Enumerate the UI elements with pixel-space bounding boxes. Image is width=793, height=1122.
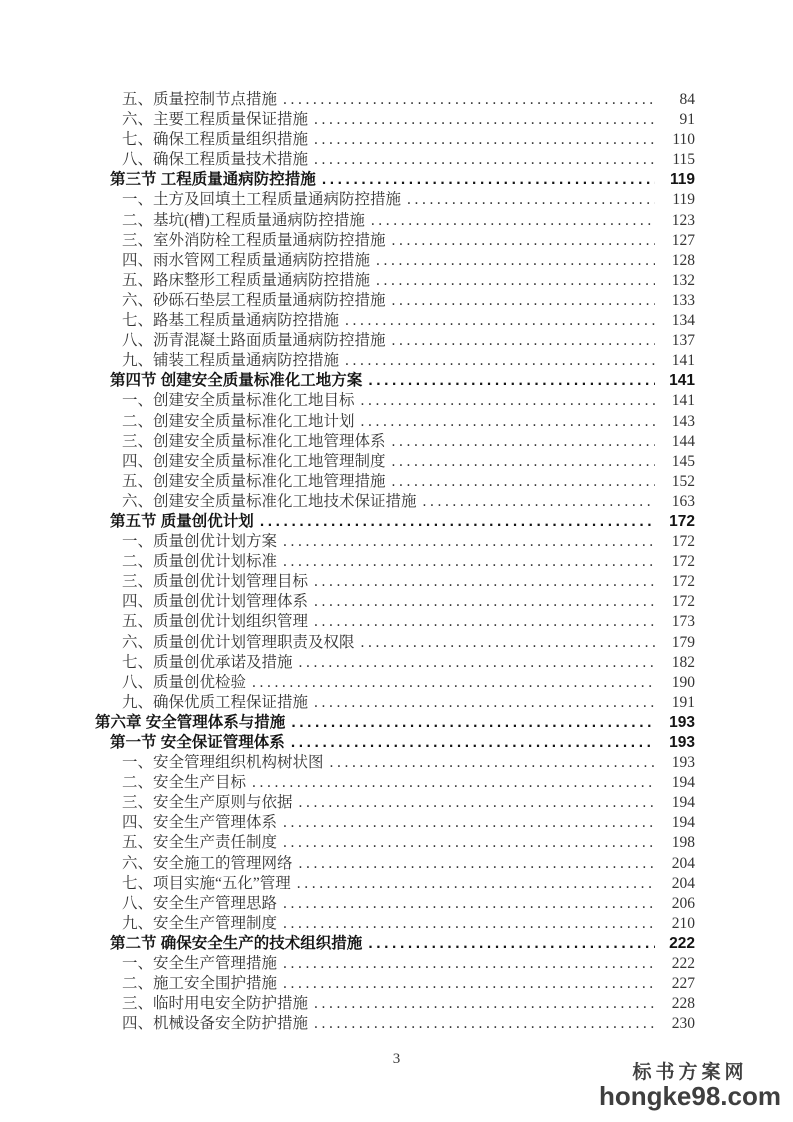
toc-entry-title: 一、安全管理组织机构树状图 xyxy=(122,754,324,772)
toc-entry-title: 三、安全生产原则与依据 xyxy=(122,794,293,812)
toc-entry xyxy=(0,271,695,291)
toc-entry-title: 四、安全生产管理体系 xyxy=(122,814,278,832)
dot-leader xyxy=(283,974,655,994)
toc-entry-page: 193 xyxy=(669,713,695,731)
toc-entry-page: 227 xyxy=(671,975,695,993)
toc-entry-title: 七、路基工程质量通病防控措施 xyxy=(122,312,340,330)
dot-leader xyxy=(314,110,655,130)
toc-entry-page: 191 xyxy=(671,693,695,711)
toc-entry-page: 228 xyxy=(671,995,695,1013)
toc-entry-page: 179 xyxy=(671,633,695,651)
toc-entry xyxy=(0,693,695,713)
dot-leader xyxy=(260,512,655,532)
dot-leader xyxy=(368,934,655,954)
dot-leader xyxy=(361,633,655,653)
dot-leader xyxy=(299,854,655,874)
dot-leader xyxy=(407,190,655,210)
dot-leader xyxy=(314,150,655,170)
dot-leader xyxy=(299,653,655,673)
toc-entry xyxy=(0,311,695,331)
toc-entry-page: 204 xyxy=(671,854,695,872)
toc-entry-title: 七、确保工程质量组织措施 xyxy=(122,131,309,149)
toc-entry-title: 四、机械设备安全防护措施 xyxy=(122,1015,309,1033)
dot-leader xyxy=(314,592,655,612)
dot-leader xyxy=(283,532,655,552)
toc-entry xyxy=(0,572,695,592)
toc-entry-page: 204 xyxy=(671,874,695,892)
toc-entry-title: 二、安全生产目标 xyxy=(122,774,247,792)
toc-entry xyxy=(0,673,695,693)
toc-entry xyxy=(0,150,695,170)
toc-entry-title: 二、基坑(槽)工程质量通病防控措施 xyxy=(122,211,365,229)
toc-entry-page: 119 xyxy=(672,191,695,209)
toc-entry-title: 一、创建安全质量标准化工地目标 xyxy=(122,392,355,410)
dot-leader xyxy=(322,170,655,190)
toc-entry xyxy=(0,833,695,853)
toc-entry-page: 172 xyxy=(671,593,695,611)
toc-entry-page: 222 xyxy=(671,955,695,973)
dot-leader xyxy=(345,311,655,331)
toc-entry-title: 五、安全生产责任制度 xyxy=(122,834,278,852)
dot-leader xyxy=(392,432,655,452)
dot-leader xyxy=(361,412,655,432)
dot-leader xyxy=(392,472,655,492)
dot-leader xyxy=(283,894,655,914)
toc-entry-title: 二、施工安全围护措施 xyxy=(122,975,278,993)
toc-entry-page: 198 xyxy=(671,834,695,852)
dot-leader xyxy=(314,572,655,592)
dot-leader xyxy=(299,793,655,813)
toc-entry xyxy=(0,954,695,974)
toc-entry-title: 五、质量创优计划组织管理 xyxy=(122,613,309,631)
toc-entry xyxy=(0,1014,695,1034)
toc-entry xyxy=(0,552,695,572)
toc-entry xyxy=(0,512,695,532)
dot-leader xyxy=(291,733,655,753)
toc-entry xyxy=(0,813,695,833)
dot-leader xyxy=(423,492,655,512)
dot-leader xyxy=(283,954,655,974)
dot-leader xyxy=(392,291,655,311)
toc-entry-title: 四、创建安全质量标准化工地管理制度 xyxy=(122,452,386,470)
toc-entry xyxy=(0,371,695,391)
toc-entry-title: 三、室外消防栓工程质量通病防控措施 xyxy=(122,231,386,249)
toc-entry-page: 133 xyxy=(671,291,695,309)
toc-entry-title: 六、质量创优计划管理职责及权限 xyxy=(122,633,355,651)
toc-entry-title: 第三节 工程质量通病防控措施 xyxy=(110,171,316,189)
toc-entry-page: 132 xyxy=(671,271,695,289)
dot-leader xyxy=(283,90,655,110)
toc-entry-page: 206 xyxy=(671,894,695,912)
toc-entry xyxy=(0,994,695,1014)
toc-entry xyxy=(0,532,695,552)
toc-entry-title: 第二节 确保安全生产的技术组织措施 xyxy=(110,934,363,952)
toc-entry-title: 第六章 安全管理体系与措施 xyxy=(95,713,286,731)
toc-entry-page: 210 xyxy=(671,914,695,932)
toc-entry-page: 152 xyxy=(671,472,695,490)
dot-leader xyxy=(314,994,655,1014)
toc-entry xyxy=(0,170,695,190)
watermark-site-name: 标书方案网 xyxy=(632,1062,748,1083)
toc-entry xyxy=(0,773,695,793)
toc-entry xyxy=(0,130,695,150)
dot-leader xyxy=(376,271,655,291)
dot-leader xyxy=(297,874,655,894)
toc-entry-title: 九、安全生产管理制度 xyxy=(122,914,278,932)
toc-entry-page: 91 xyxy=(679,111,695,129)
watermark-site-url: hongke98.com xyxy=(598,1081,781,1111)
dot-leader xyxy=(392,452,655,472)
dot-leader xyxy=(283,914,655,934)
toc-entry-title: 第四节 创建安全质量标准化工地方案 xyxy=(110,372,363,390)
toc-entry xyxy=(0,412,695,432)
dot-leader xyxy=(330,753,655,773)
toc-entry-page: 141 xyxy=(671,352,695,370)
toc-entry-title: 一、土方及回填土工程质量通病防控措施 xyxy=(122,191,402,209)
toc-entry-page: 194 xyxy=(671,774,695,792)
toc-entry-page: 172 xyxy=(671,553,695,571)
toc-entry xyxy=(0,633,695,653)
toc-entry xyxy=(0,291,695,311)
toc-entry-page: 194 xyxy=(671,794,695,812)
toc-entry xyxy=(0,432,695,452)
toc-entry-title: 五、路床整形工程质量通病防控措施 xyxy=(122,271,371,289)
toc-entry-title: 二、质量创优计划标准 xyxy=(122,553,278,571)
toc-entry-title: 三、创建安全质量标准化工地管理体系 xyxy=(122,432,386,450)
toc-entry-title: 七、质量创优承诺及措施 xyxy=(122,653,293,671)
dot-leader xyxy=(392,331,655,351)
toc-entry-page: 163 xyxy=(671,492,695,510)
watermark xyxy=(599,1062,781,1109)
toc-entry xyxy=(0,612,695,632)
toc-entry-title: 第五节 质量创优计划 xyxy=(110,512,254,530)
toc-entry-page: 123 xyxy=(671,211,695,229)
toc-entry-page: 134 xyxy=(671,312,695,330)
toc-entry-page: 222 xyxy=(669,934,695,952)
toc-entry-page: 193 xyxy=(669,734,695,751)
toc-entry-title: 六、砂砾石垫层工程质量通病防控措施 xyxy=(122,291,386,309)
toc-entry xyxy=(0,753,695,773)
toc-entry xyxy=(0,492,695,512)
toc-entry xyxy=(0,653,695,673)
toc-entry xyxy=(0,854,695,874)
toc-entry xyxy=(0,231,695,251)
toc-entry-title: 五、质量控制节点措施 xyxy=(122,91,278,108)
toc-entry-title: 八、确保工程质量技术措施 xyxy=(122,151,309,169)
toc-entry-title: 八、沥青混凝土路面质量通病防控措施 xyxy=(122,332,386,350)
toc-entry xyxy=(0,592,695,612)
toc-entry-page: 84 xyxy=(679,91,695,108)
toc-entry-page: 128 xyxy=(671,251,695,269)
toc-entry-title: 第一节 安全保证管理体系 xyxy=(110,734,285,751)
toc-entry-page: 141 xyxy=(669,372,695,390)
toc-entry-title: 一、安全生产管理措施 xyxy=(122,955,278,973)
toc-entry-title: 四、雨水管网工程质量通病防控措施 xyxy=(122,251,371,269)
toc-entry-page: 143 xyxy=(671,412,695,430)
toc-entry-page: 182 xyxy=(671,653,695,671)
toc-entry-page: 141 xyxy=(671,392,695,410)
toc-entry-title: 三、临时用电安全防护措施 xyxy=(122,995,309,1013)
toc-entry-title: 八、质量创优检验 xyxy=(122,673,247,691)
toc-entry-page: 172 xyxy=(669,512,695,530)
toc-entry xyxy=(0,452,695,472)
toc-entry xyxy=(0,351,695,371)
toc-entry xyxy=(0,251,695,271)
toc-entry xyxy=(0,874,695,894)
toc-entry xyxy=(0,894,695,914)
dot-leader xyxy=(314,1014,655,1034)
toc-entry xyxy=(0,190,695,210)
toc-entry xyxy=(0,331,695,351)
toc-entry-title: 三、质量创优计划管理目标 xyxy=(122,573,309,591)
toc-entry xyxy=(0,713,695,733)
toc-entry-page: 115 xyxy=(672,151,695,169)
toc-entry-title: 六、创建安全质量标准化工地技术保证措施 xyxy=(122,492,417,510)
toc-entry-page: 137 xyxy=(671,332,695,350)
toc-entry-title: 二、创建安全质量标准化工地计划 xyxy=(122,412,355,430)
toc-entry xyxy=(0,391,695,411)
toc-entry-page: 190 xyxy=(671,673,695,691)
toc-entry xyxy=(0,90,695,110)
dot-leader xyxy=(283,833,655,853)
toc-entry-page: 193 xyxy=(671,754,695,772)
dot-leader xyxy=(283,552,655,572)
dot-leader xyxy=(291,713,655,733)
toc-entry xyxy=(0,974,695,994)
toc-entry-page: 119 xyxy=(669,171,695,189)
toc-entry-page: 144 xyxy=(671,432,695,450)
page-number: 3 xyxy=(392,1051,401,1067)
toc-entry xyxy=(0,211,695,231)
toc-entry-page: 145 xyxy=(671,452,695,470)
toc-entry-title: 一、质量创优计划方案 xyxy=(122,533,278,551)
dot-leader xyxy=(314,612,655,632)
dot-leader xyxy=(314,693,655,713)
toc-entry-title: 四、质量创优计划管理体系 xyxy=(122,593,309,611)
dot-leader xyxy=(252,673,655,693)
toc-entry-page: 172 xyxy=(671,533,695,551)
dot-leader xyxy=(371,211,655,231)
toc-entry xyxy=(0,934,695,954)
toc-entry-page: 230 xyxy=(671,1015,695,1033)
table-of-contents xyxy=(0,90,695,1034)
toc-entry xyxy=(0,110,695,130)
dot-leader xyxy=(368,371,655,391)
toc-entry-title: 九、确保优质工程保证措施 xyxy=(122,693,309,711)
toc-entry-page: 172 xyxy=(671,573,695,591)
toc-entry-title: 五、创建安全质量标准化工地管理措施 xyxy=(122,472,386,490)
dot-leader xyxy=(345,351,655,371)
toc-entry-title: 八、安全生产管理思路 xyxy=(122,894,278,912)
toc-entry-title: 七、项目实施“五化”管理 xyxy=(122,874,291,892)
dot-leader xyxy=(392,231,655,251)
toc-entry xyxy=(0,472,695,492)
dot-leader xyxy=(376,251,655,271)
dot-leader xyxy=(361,391,655,411)
toc-entry-title: 六、安全施工的管理网络 xyxy=(122,854,293,872)
toc-entry xyxy=(0,914,695,934)
toc-entry-title: 六、主要工程质量保证措施 xyxy=(122,111,309,129)
toc-entry-title: 九、铺装工程质量通病防控措施 xyxy=(122,352,340,370)
toc-entry-page: 127 xyxy=(671,231,695,249)
toc-entry-page: 110 xyxy=(672,131,695,149)
dot-leader xyxy=(283,813,655,833)
dot-leader xyxy=(314,130,655,150)
dot-leader xyxy=(252,773,655,793)
toc-entry xyxy=(0,793,695,813)
toc-entry-page: 173 xyxy=(671,613,695,631)
toc-entry xyxy=(0,733,695,753)
toc-entry-page: 194 xyxy=(671,814,695,832)
